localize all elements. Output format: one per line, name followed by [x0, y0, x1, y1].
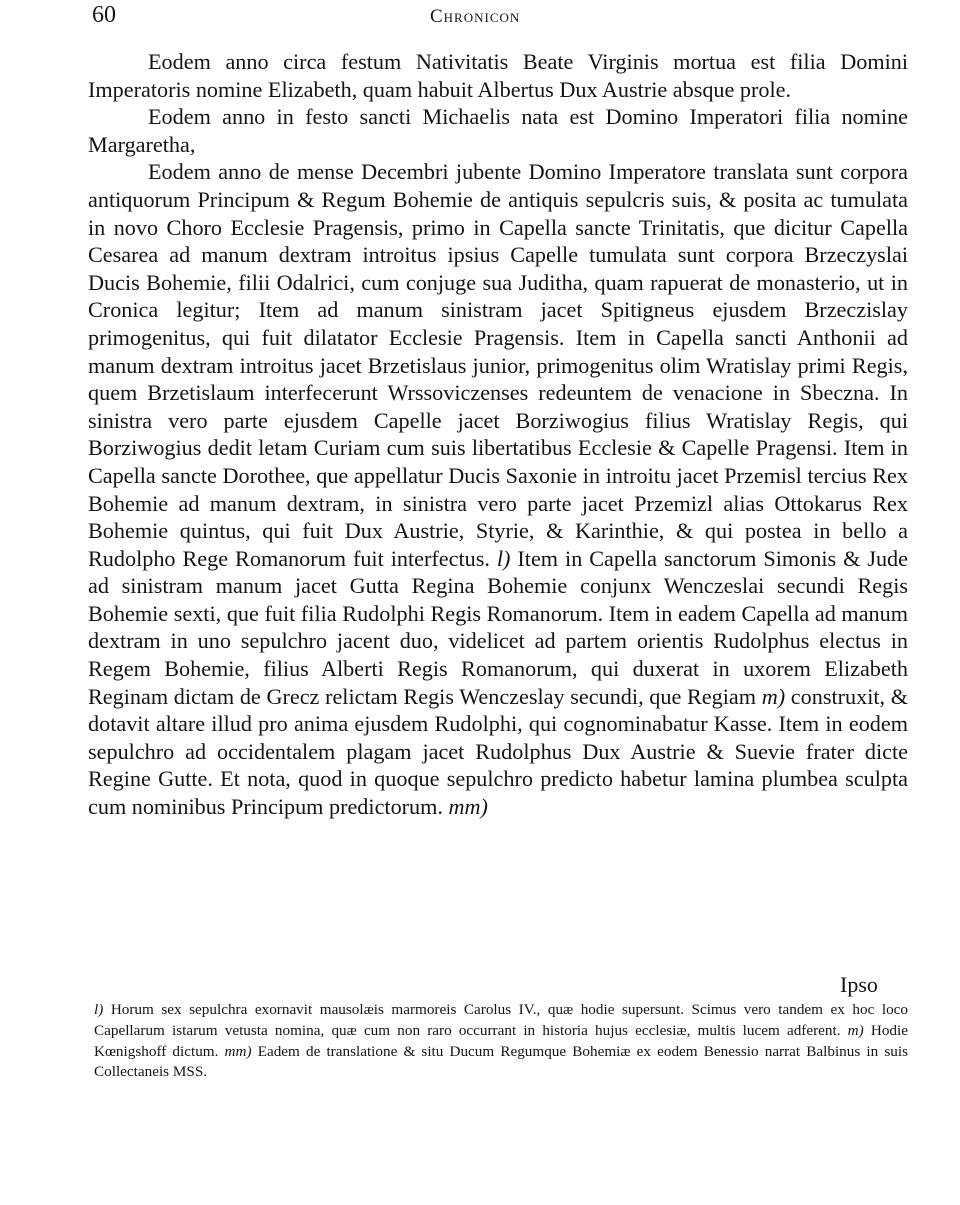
- paragraph-sepulchre-text: construxit, & dotavit altare illud pro anima ejusdem Rudolphi, qui cognominabatur Kasse. Item in eodem sepulchro ad occidentalem plagam jacet Rudolphus Dux Austrie & Suevie frater dicte Regine Gutte. Et nota, quod in quoque sepulchro predicto habetur lamina plumbea sculpta cum nominibus Principum predictorum.: [88, 683, 908, 820]
- catchword: Ipso: [840, 972, 878, 997]
- note-mark-m: m): [761, 683, 786, 709]
- footnote-mark-mm: mm): [224, 1042, 252, 1060]
- footnote-mark-l: l): [94, 1001, 104, 1018]
- footnote-m: Hodie Kœnigshoff dictum.: [94, 1021, 908, 1060]
- paragraph-margaretha: Eodem anno in festo sancti Michaelis nata est Domino Imperatori filia nomine Margaretha,: [88, 104, 908, 157]
- note-mark-mm: mm): [448, 794, 488, 820]
- paragraph-translation-text: Eodem anno de mense Decembri jubente Domino Imperatore translata sunt corpora antiquorum Principum & Regum Bohemie de antiquis sepulcris suis, & posita ac tumulata in novo Choro Ecclesie Pragensis, primo in Capella sancte Trinitatis, que dicitur Capella Cesarea ad manum dextram introitus ipsius Capelle tumulata sunt corpora Brzeczyslai Ducis Bohemie, filii Odalrici, cum conjuge sua Juditha, quam rapuerat de monasterio, ut in Cronica legitur; Item ad manum sinistram jacet Spitigneus ejusdem Brzeczislay primogenitus, qui fuit dilatator Ecclesie Pragensis. Item in Capella sancti Anthonii ad manum dextram introitus jacet Brzetislaus junior, primogenitus olim Wratislay primi Regis, quem Brzetislaum interfecerunt Wrssoviczenses redeuntem de venacione in Sbeczna. In sinistra vero parte ejusdem Capelle jacet Borziwogius filius Wratislay Regis, qui Borziwogius dedit letam Curiam cum suis libertatibus Ecclesie & Capelle Pragensi. Item in Capella sancte Dorothee, que appellatur Ducis Saxonie in introitu jacet Przemisl tercius Rex Bohemie ad manum dextram, in sinistra vero parte jacet Przemizl alias Ottokarus Rex Bohemie quintus, qui fuit Dux Austrie, Styrie, & Karinthie, & qui postea in bello a Rudolpho Rege Romanorum fuit interfectus.: [88, 159, 908, 571]
- main-text: [88, 48, 908, 821]
- page-header: [0, 2, 960, 32]
- paragraph-translation: [88, 158, 908, 820]
- page-number: 60: [92, 2, 116, 28]
- footnote-block: [94, 1000, 908, 1083]
- footnote-mm: Eadem de translatione & situ Ducum Regumque Bohemiæ ex eodem Benessio narrat Balbinus in suis Collectaneis MSS.: [94, 1042, 908, 1081]
- footnote-mark-m: m): [847, 1021, 864, 1039]
- footnote-l: Horum sex sepulchra exornavit mausolæis marmoreis Carolus IV., quæ hodie supersunt. Scimus vero tandem ex hoc loco Capellarum istarum vetusta nomina, quæ cum non raro occurrant in historia hujus ecclesiæ, multis lucem adferent.: [94, 1001, 908, 1039]
- paragraph-chapels-text: Item in Capella sanctorum Simonis & Jude ad sinistram manum jacet Gutta Regina Bohemie conjunx Wenczeslai secundi Regis Bohemie sexti, que fuit filia Rudolphi Regis Romanorum. Item in eadem Capella ad manum dextram in uno sepulchro jacent duo, videlicet ad partem orientis Rudolphus electus in Regem Bohemie, filius Alberti Regis Romanorum, qui duxerat in uxorem Elizabeth Reginam dictam de Grecz relictam Regis Wenczeslay secundi, que Regiam: [88, 545, 908, 709]
- footnotes: [94, 1000, 908, 1083]
- note-mark-l: l): [496, 545, 511, 571]
- running-title: Chronicon: [430, 6, 521, 27]
- paragraph-elizabeth: Eodem anno circa festum Nativitatis Beate Virginis mortua est filia Domini Imperatoris nomine Elizabeth, quam habuit Albertus Dux Austrie absque prole.: [88, 49, 908, 102]
